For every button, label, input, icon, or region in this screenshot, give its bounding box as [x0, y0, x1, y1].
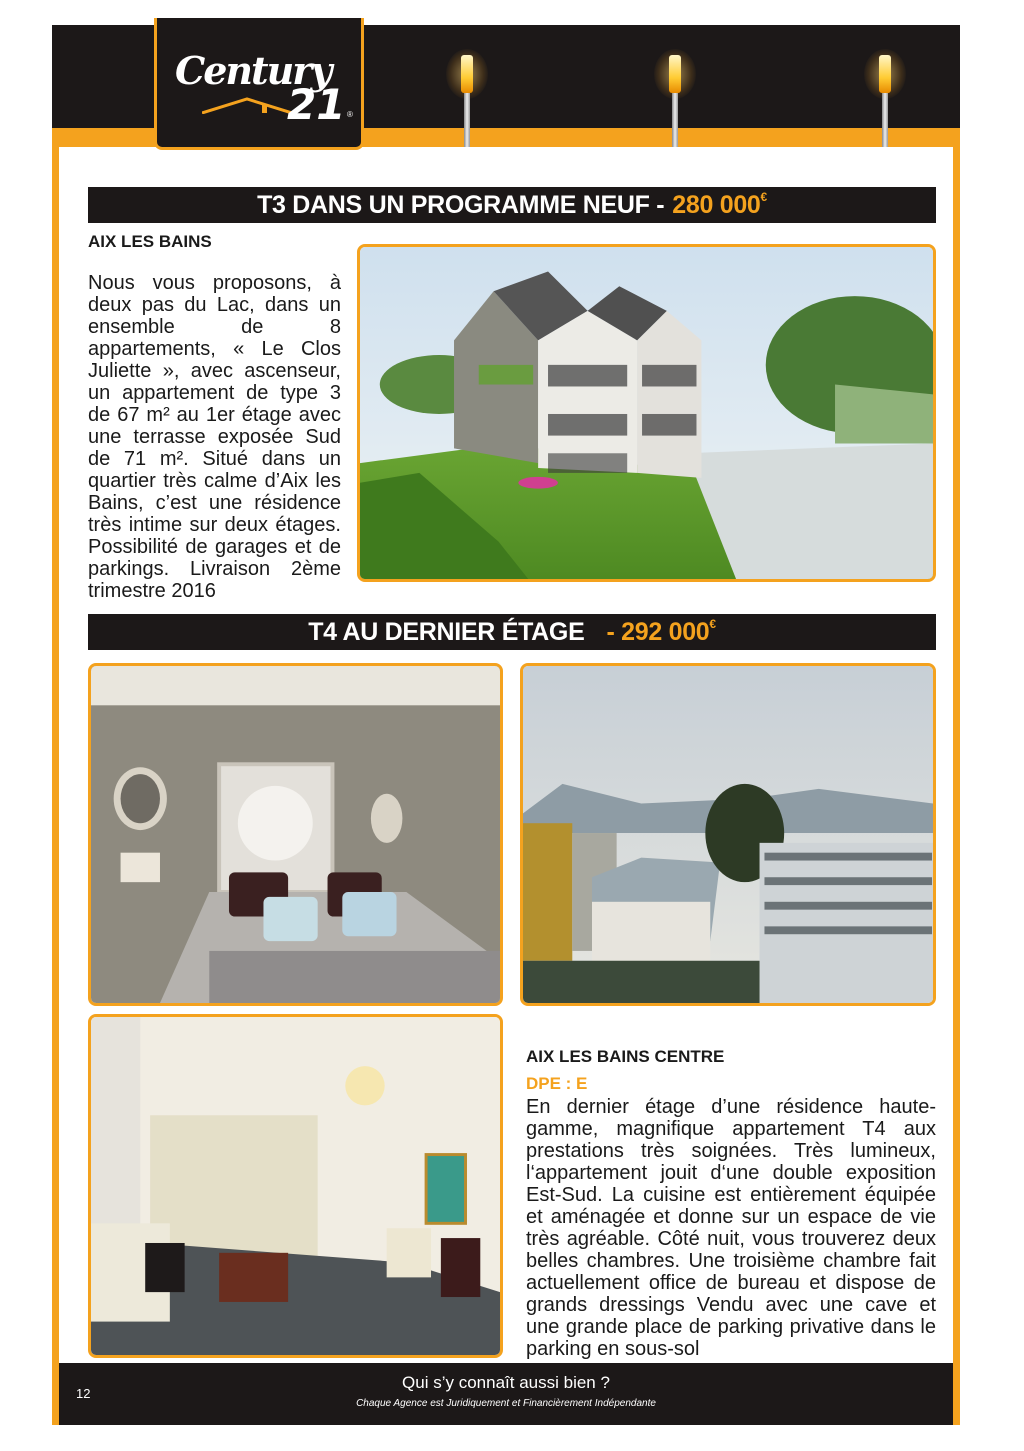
listing2-description: En dernier étage d’une résidence haute-gamme, magnifique appartement T4 aux prestations très soignées. Très lumineux, l‘appartement jouit d‘une double exposition Est-Sud. La cuisine est entièrement équipée et aménagée et donne sur un espace de vie très agréable. Côté nuit, vous trouverez deux belles chambres. Une troisième chambre fait actuellement office de bureau et dispose de grands dressings Vendu avec une cave et une grande place de parking privative dans le parking en sous-sol — [526, 1096, 936, 1360]
listing1-location: AIX LES BAINS — [88, 232, 212, 251]
lamp-decoration — [460, 55, 474, 147]
listing2-currency: € — [709, 617, 716, 631]
city-view-image — [523, 666, 933, 1003]
logo-number: 21 — [287, 80, 346, 129]
listing1-currency: € — [760, 190, 767, 204]
lamp-decoration — [668, 55, 682, 147]
logo-roof-icon — [202, 96, 292, 114]
page-number: 12 — [76, 1386, 91, 1401]
logo-wordmark: Century — [175, 48, 331, 93]
listing2-location: AIX LES BAINS CENTRE — [526, 1047, 725, 1066]
listing2-title-bar — [88, 614, 936, 650]
listing2-dpe-rating: DPE : E — [526, 1074, 588, 1093]
listing1-description: Nous vous proposons, à deux pas du Lac, dans un ensemble de 8 appartements, « Le Clos Juliette », avec ascenseur, un appartement de type 3 de 67 m² au 1er étage avec une terrasse exposée Sud de 71 m². Situé dans un quartier très calme d’Aix les Bains, c’est une résidence très intime sur deux étages. Possibilité de garages et de parkings. Livraison 2ème trimestre 2016 — [88, 272, 341, 602]
lamp-decoration — [878, 55, 892, 147]
listing1-title: T3 DANS UN PROGRAMME NEUF - — [257, 190, 665, 219]
footer-bar — [59, 1363, 953, 1425]
listing2-photo-living-room[interactable] — [88, 1014, 503, 1358]
listing2-photo-bedroom[interactable] — [88, 663, 503, 1006]
living-room-image — [91, 1017, 500, 1355]
footer-disclaimer: Chaque Agence est Juridiquement et Financièrement Indépendante — [356, 1398, 656, 1409]
listing1-title-bar — [88, 187, 936, 223]
listing1-photo-building[interactable] — [357, 244, 936, 582]
building-render-image — [360, 247, 933, 579]
footer-tagline: Qui s’y connaît aussi bien ? — [402, 1373, 610, 1392]
listing2-price: - 292 000 — [606, 617, 710, 646]
century21-logo[interactable] — [154, 18, 364, 150]
listing2-title: T4 AU DERNIER ÉTAGE — [308, 617, 585, 646]
logo-registered-mark: ® — [347, 110, 353, 119]
bedroom-image — [91, 666, 500, 1003]
listing2-photo-view[interactable] — [520, 663, 936, 1006]
listing1-price: 280 000 — [672, 190, 761, 219]
